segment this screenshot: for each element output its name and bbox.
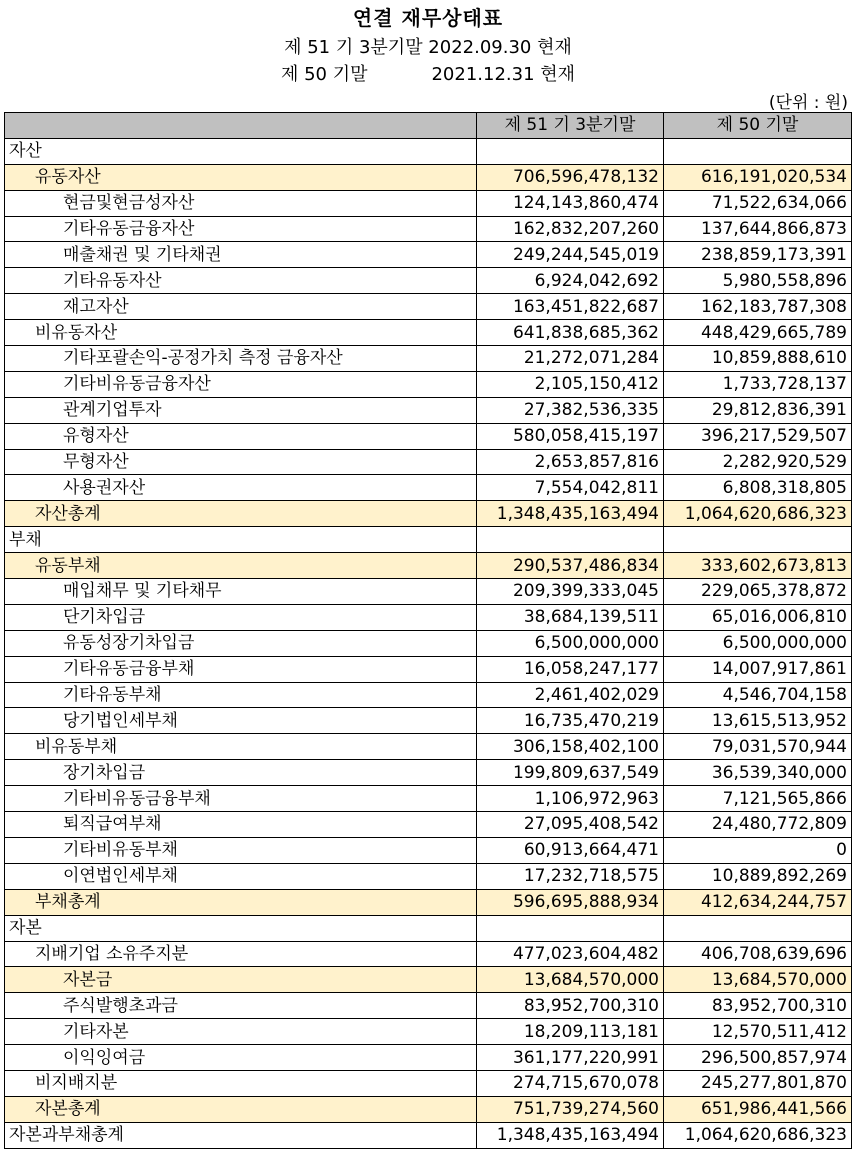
- prior-period-value: 651,986,441,566: [664, 1096, 852, 1122]
- table-row: [5, 1045, 852, 1071]
- prior-period-value: [664, 915, 852, 941]
- table-row: [5, 1070, 852, 1096]
- current-period-value: 163,451,822,687: [477, 294, 664, 320]
- current-period-value: 18,209,113,181: [477, 1019, 664, 1045]
- current-period-value: [477, 138, 664, 164]
- current-period-value: 16,058,247,177: [477, 656, 664, 682]
- prior-period-value: 296,500,857,974: [664, 1045, 852, 1071]
- table-row: [5, 501, 852, 527]
- current-period-value: 17,232,718,575: [477, 863, 664, 889]
- prior-period-value: 2,282,920,529: [664, 449, 852, 475]
- account-name: 재고자산: [5, 294, 477, 320]
- prior-period-value: 5,980,558,896: [664, 268, 852, 294]
- current-period-value: 1,106,972,963: [477, 786, 664, 812]
- account-name: 기타비유동금융자산: [5, 371, 477, 397]
- prior-period-value: 1,733,728,137: [664, 371, 852, 397]
- current-period-value: 83,952,700,310: [477, 993, 664, 1019]
- prior-period-value: 13,615,513,952: [664, 708, 852, 734]
- prior-period-value: 65,016,006,810: [664, 604, 852, 630]
- current-period-value: 27,382,536,335: [477, 397, 664, 423]
- current-period-value: [477, 527, 664, 553]
- table-row: [5, 1122, 852, 1148]
- prior-period-value: 71,522,634,066: [664, 190, 852, 216]
- current-period-value: 6,924,042,692: [477, 268, 664, 294]
- table-row: [5, 734, 852, 760]
- account-name: 유형자산: [5, 423, 477, 449]
- table-row: [5, 708, 852, 734]
- account-name: 자산: [5, 138, 477, 164]
- prior-period-value: [664, 527, 852, 553]
- account-name: 부채총계: [5, 889, 477, 915]
- table-row: [5, 889, 852, 915]
- current-period-value: 751,739,274,560: [477, 1096, 664, 1122]
- prior-period-value: [664, 138, 852, 164]
- account-name: 이연법인세부채: [5, 863, 477, 889]
- account-name: 매출채권 및 기타채권: [5, 242, 477, 268]
- current-period-value: 290,537,486,834: [477, 553, 664, 579]
- account-name: 장기차입금: [5, 760, 477, 786]
- prior-period-value: 396,217,529,507: [664, 423, 852, 449]
- prior-period-value: 13,684,570,000: [664, 967, 852, 993]
- table-row: [5, 475, 852, 501]
- period-prior: [0, 60, 856, 86]
- current-period-value: 361,177,220,991: [477, 1045, 664, 1071]
- prior-period-value: 448,429,665,789: [664, 320, 852, 346]
- prior-period-value: 12,570,511,412: [664, 1019, 852, 1045]
- table-row: [5, 760, 852, 786]
- current-period-value: [477, 915, 664, 941]
- current-period-value: 60,913,664,471: [477, 837, 664, 863]
- current-period-value: 2,653,857,816: [477, 449, 664, 475]
- current-period-value: 306,158,402,100: [477, 734, 664, 760]
- prior-period-value: 14,007,917,861: [664, 656, 852, 682]
- prior-period-value: 29,812,836,391: [664, 397, 852, 423]
- current-period-value: 596,695,888,934: [477, 889, 664, 915]
- prior-period-value: 238,859,173,391: [664, 242, 852, 268]
- table-row: [5, 164, 852, 190]
- account-name: 자본과부채총계: [5, 1122, 477, 1148]
- table-row: [5, 579, 852, 605]
- header-prior-period: 제 50 기말: [664, 113, 852, 139]
- table-row: [5, 138, 852, 164]
- prior-period-value: 1,064,620,686,323: [664, 1122, 852, 1148]
- table-row: [5, 993, 852, 1019]
- table-row: [5, 268, 852, 294]
- period-prior-label: 제 50 기말: [280, 64, 368, 85]
- current-period-value: 7,554,042,811: [477, 475, 664, 501]
- current-period-value: 21,272,071,284: [477, 346, 664, 372]
- table-row: [5, 553, 852, 579]
- current-period-value: 124,143,860,474: [477, 190, 664, 216]
- current-period-value: 27,095,408,542: [477, 812, 664, 838]
- prior-period-value: 10,859,888,610: [664, 346, 852, 372]
- account-name: 기타비유동부채: [5, 837, 477, 863]
- current-period-value: 2,105,150,412: [477, 371, 664, 397]
- table-row: [5, 604, 852, 630]
- table-row: [5, 786, 852, 812]
- account-name: 관계기업투자: [5, 397, 477, 423]
- table-row: [5, 216, 852, 242]
- current-period-value: 38,684,139,511: [477, 604, 664, 630]
- current-period-value: 6,500,000,000: [477, 630, 664, 656]
- table-header-row: [5, 113, 852, 139]
- account-name: 자본: [5, 915, 477, 941]
- header-current-period: 제 51 기 3분기말: [477, 113, 664, 139]
- table-row: [5, 190, 852, 216]
- prior-period-value: 0: [664, 837, 852, 863]
- table-row: [5, 967, 852, 993]
- current-period-value: 706,596,478,132: [477, 164, 664, 190]
- account-name: 자본금: [5, 967, 477, 993]
- account-name: 기타유동금융자산: [5, 216, 477, 242]
- prior-period-value: 162,183,787,308: [664, 294, 852, 320]
- current-period-value: 641,838,685,362: [477, 320, 664, 346]
- prior-period-value: 83,952,700,310: [664, 993, 852, 1019]
- current-period-value: 16,735,470,219: [477, 708, 664, 734]
- table-row: [5, 1096, 852, 1122]
- table-row: [5, 423, 852, 449]
- table-row: [5, 242, 852, 268]
- current-period-value: 477,023,604,482: [477, 941, 664, 967]
- period-prior-date: 2021.12.31 현재: [431, 64, 576, 85]
- current-period-value: 199,809,637,549: [477, 760, 664, 786]
- prior-period-value: 1,064,620,686,323: [664, 501, 852, 527]
- prior-period-value: 616,191,020,534: [664, 164, 852, 190]
- account-name: 당기법인세부채: [5, 708, 477, 734]
- account-name: 유동성장기차입금: [5, 630, 477, 656]
- current-period-value: 2,461,402,029: [477, 682, 664, 708]
- account-name: 기타비유동금융부채: [5, 786, 477, 812]
- table-row: [5, 915, 852, 941]
- header-account: [5, 113, 477, 139]
- prior-period-value: 36,539,340,000: [664, 760, 852, 786]
- current-period-value: 162,832,207,260: [477, 216, 664, 242]
- current-period-value: 580,058,415,197: [477, 423, 664, 449]
- period-current: 제 51 기 3분기말 2022.09.30 현재: [284, 37, 572, 58]
- account-name: 단기차입금: [5, 604, 477, 630]
- current-period-value: 209,399,333,045: [477, 579, 664, 605]
- current-period-value: 1,348,435,163,494: [477, 501, 664, 527]
- account-name: 매입채무 및 기타채무: [5, 579, 477, 605]
- account-name: 퇴직급여부채: [5, 812, 477, 838]
- table-row: [5, 371, 852, 397]
- prior-period-value: 245,277,801,870: [664, 1070, 852, 1096]
- table-row: [5, 1019, 852, 1045]
- prior-period-value: 406,708,639,696: [664, 941, 852, 967]
- account-name: 무형자산: [5, 449, 477, 475]
- account-name: 지배기업 소유주지분: [5, 941, 477, 967]
- table-row: [5, 397, 852, 423]
- statement-title: 연결 재무상태표: [352, 6, 504, 30]
- table-row: [5, 837, 852, 863]
- account-name: 기타유동자산: [5, 268, 477, 294]
- prior-period-value: 4,546,704,158: [664, 682, 852, 708]
- unit-note: (단위 : 원): [768, 93, 848, 113]
- account-name: 현금및현금성자산: [5, 190, 477, 216]
- account-name: 기타포괄손익-공정가치 측정 금융자산: [5, 346, 477, 372]
- table-row: [5, 527, 852, 553]
- account-name: 기타유동금융부채: [5, 656, 477, 682]
- account-name: 부채: [5, 527, 477, 553]
- account-name: 비유동자산: [5, 320, 477, 346]
- current-period-value: 1,348,435,163,494: [477, 1122, 664, 1148]
- current-period-value: 249,244,545,019: [477, 242, 664, 268]
- account-name: 기타유동부채: [5, 682, 477, 708]
- prior-period-value: 137,644,866,873: [664, 216, 852, 242]
- table-row: [5, 682, 852, 708]
- prior-period-value: 412,634,244,757: [664, 889, 852, 915]
- prior-period-value: 229,065,378,872: [664, 579, 852, 605]
- prior-period-value: 24,480,772,809: [664, 812, 852, 838]
- prior-period-value: 6,808,318,805: [664, 475, 852, 501]
- table-row: [5, 812, 852, 838]
- account-name: 자산총계: [5, 501, 477, 527]
- account-name: 주식발행초과금: [5, 993, 477, 1019]
- table-row: [5, 630, 852, 656]
- prior-period-value: 6,500,000,000: [664, 630, 852, 656]
- table-row: [5, 656, 852, 682]
- prior-period-value: 10,889,892,269: [664, 863, 852, 889]
- account-name: 유동자산: [5, 164, 477, 190]
- account-name: 비지배지분: [5, 1070, 477, 1096]
- table-row: [5, 863, 852, 889]
- account-name: 기타자본: [5, 1019, 477, 1045]
- table-row: [5, 941, 852, 967]
- prior-period-value: 79,031,570,944: [664, 734, 852, 760]
- account-name: 비유동부채: [5, 734, 477, 760]
- current-period-value: 13,684,570,000: [477, 967, 664, 993]
- table-row: [5, 346, 852, 372]
- account-name: 자본총계: [5, 1096, 477, 1122]
- prior-period-value: 333,602,673,813: [664, 553, 852, 579]
- table-row: [5, 320, 852, 346]
- account-name: 사용권자산: [5, 475, 477, 501]
- balance-sheet-table: [4, 112, 852, 1149]
- current-period-value: 274,715,670,078: [477, 1070, 664, 1096]
- account-name: 이익잉여금: [5, 1045, 477, 1071]
- table-row: [5, 294, 852, 320]
- account-name: 유동부채: [5, 553, 477, 579]
- prior-period-value: 7,121,565,866: [664, 786, 852, 812]
- table-row: [5, 449, 852, 475]
